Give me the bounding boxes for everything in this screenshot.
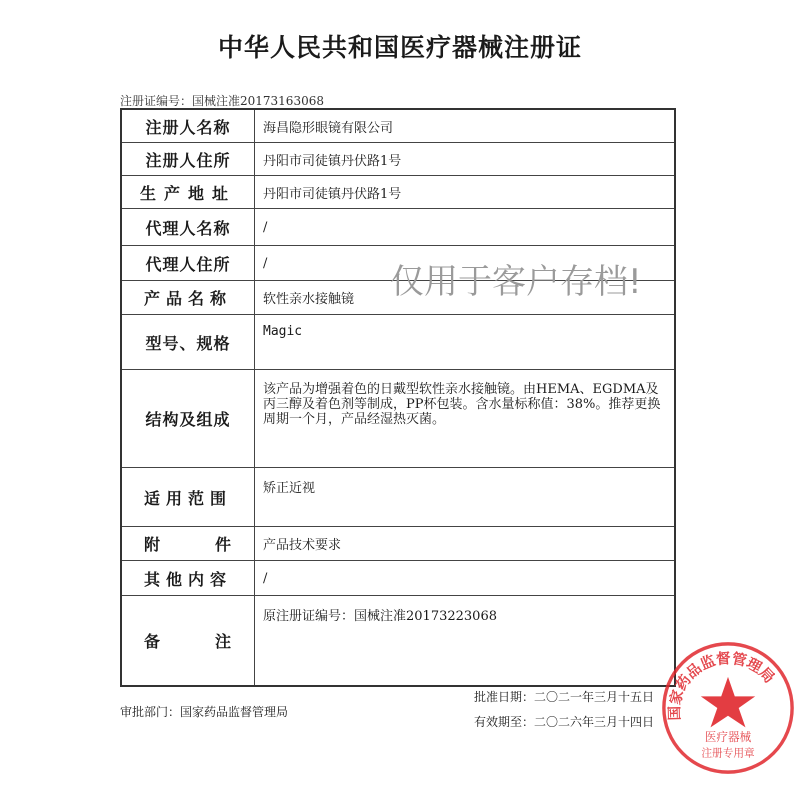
value-scope: 矫正近视 [255, 468, 674, 527]
svg-text:国家药品监督管理局: 国家药品监督管理局 [666, 649, 778, 721]
value-model-spec: Magic [255, 315, 674, 370]
approval-department: 审批部门：国家药品监督管理局 [120, 705, 289, 719]
label-agent-address: 代理人住所 [122, 246, 255, 281]
label-remarks [122, 596, 255, 685]
value-agent-name: / [255, 209, 674, 246]
value-registrant-address: 丹阳市司徒镇丹伏路1号 [255, 143, 674, 176]
valid-until: 有效期至：二〇二六年三月十四日 [474, 715, 655, 729]
registration-number: 注册证编号：国械注准20173163068 [120, 94, 324, 108]
label-registrant-address: 注册人住所 [122, 143, 255, 176]
label-structure: 结构及组成 [122, 370, 255, 468]
approval-date: 批准日期：二〇二一年三月十五日 [474, 690, 655, 704]
label-attachment-b: 件 [214, 535, 232, 554]
label-model-spec: 型号、规格 [122, 315, 255, 370]
value-registrant-name: 海昌隐形眼镜有限公司 [255, 110, 674, 143]
official-seal-icon [660, 640, 796, 776]
label-agent-name: 代理人名称 [122, 209, 255, 246]
svg-text:注册专用章: 注册专用章 [701, 746, 755, 760]
label-scope: 适用范围 [122, 468, 255, 527]
value-product-name: 软性亲水接触镜 [255, 281, 674, 315]
value-structure: 该产品为增强着色的日戴型软性亲水接触镜。由HEMA、EGDMA及丙三醇及着色剂等制成，PP杯包装。含水量标称值：38%。推荐更换周期一个月，产品经湿热灭菌。 [255, 370, 674, 468]
label-remarks-a: 备 [144, 632, 162, 651]
label-attachment [122, 527, 255, 561]
value-remarks: 原注册证编号：国械注准20173223068 [263, 609, 497, 624]
value-agent-address: / [255, 246, 674, 281]
certificate-table [120, 108, 676, 687]
watermark: 仅用于客户存档! [390, 262, 642, 302]
label-remarks-b: 注 [214, 632, 232, 651]
label-registrant-name: 注册人名称 [122, 110, 255, 143]
value-other: / [255, 561, 674, 596]
svg-text:医疗器械: 医疗器械 [704, 730, 752, 745]
value-production-address: 丹阳市司徒镇丹伏路1号 [255, 176, 674, 209]
label-product-name: 产品名称 [122, 281, 255, 315]
document-title: 中华人民共和国医疗器械注册证 [217, 33, 582, 62]
label-attachment-a: 附 [144, 535, 162, 554]
label-production-address: 生产地址 [122, 176, 255, 209]
value-attachment: 产品技术要求 [255, 527, 674, 561]
label-other: 其他内容 [122, 561, 255, 596]
